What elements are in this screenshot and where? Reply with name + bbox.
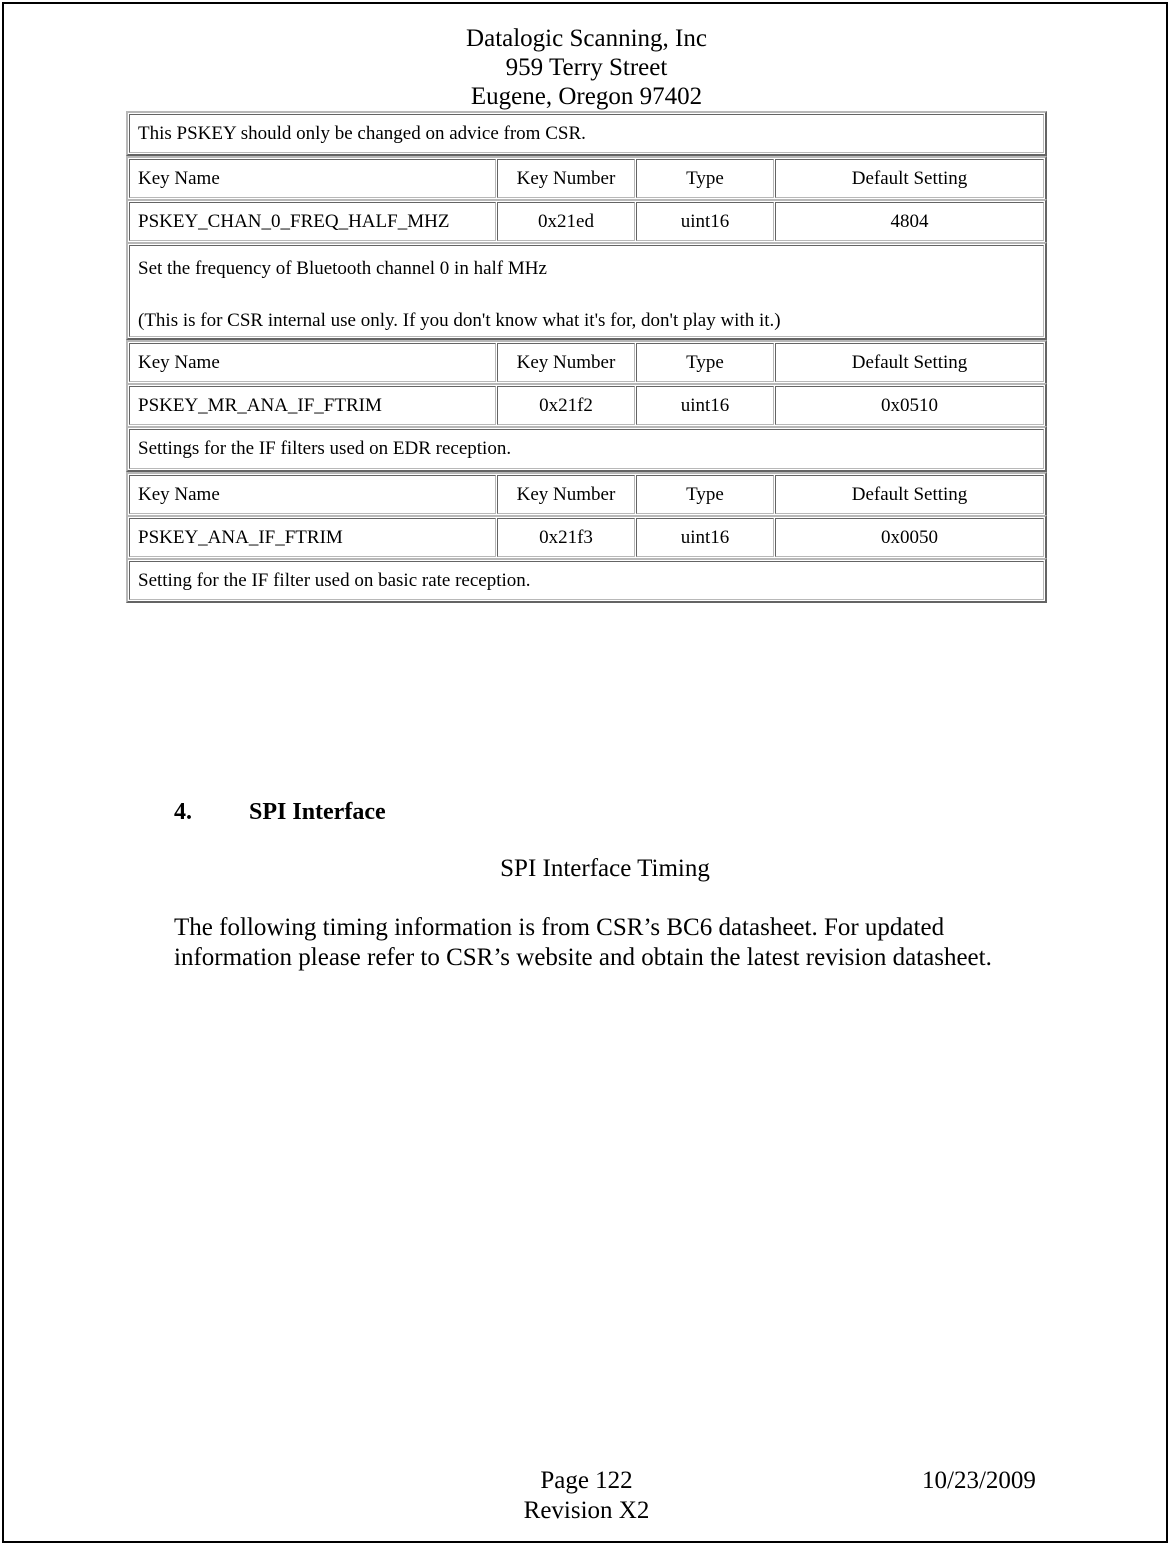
col-type: Type — [636, 475, 774, 514]
pskey-number: 0x21f3 — [497, 518, 635, 557]
section-number: 4. — [174, 799, 192, 825]
col-key-name: Key Name — [129, 159, 496, 198]
pskey-type: uint16 — [636, 202, 774, 241]
pskey-description-row — [126, 558, 1047, 603]
pskey-description-note: (This is for CSR internal use only. If you don't know what it's for, don't play with it.) — [138, 310, 781, 331]
pskey-description-row — [126, 426, 1047, 472]
pskey-type: uint16 — [636, 518, 774, 557]
col-default-setting: Default Setting — [775, 343, 1044, 382]
pskey-value-row — [126, 199, 1047, 244]
pskey-default: 4804 — [775, 202, 1044, 241]
advice-note: This PSKEY should only be changed on advice from CSR. — [129, 114, 1044, 153]
footer-date: 10/23/2009 — [922, 1467, 1036, 1494]
pskey-number: 0x21ed — [497, 202, 635, 241]
revision: Revision X2 — [523, 1497, 650, 1524]
section-paragraph: The following timing information is from CSR’s BC6 datasheet. For updated information please refer to CSR’s website and obtain the latest revision datasheet. — [174, 914, 992, 971]
section-heading — [174, 799, 386, 826]
col-default-setting: Default Setting — [775, 475, 1044, 514]
pskey-name: PSKEY_MR_ANA_IF_FTRIM — [129, 386, 496, 425]
pskey-type: uint16 — [636, 386, 774, 425]
col-key-name: Key Name — [129, 475, 496, 514]
pskey-header-row — [126, 472, 1047, 517]
pskey-name: PSKEY_CHAN_0_FREQ_HALF_MHZ — [129, 202, 496, 241]
pskey-name: PSKEY_ANA_IF_FTRIM — [129, 518, 496, 557]
company-street: 959 Terry Street — [505, 54, 668, 81]
page-header — [0, 24, 1173, 111]
pskey-default: 0x0510 — [775, 386, 1044, 425]
pskey-description — [129, 245, 1044, 337]
col-key-number: Key Number — [497, 343, 635, 382]
company-name: Datalogic Scanning, Inc — [466, 25, 707, 52]
pskey-header-row — [126, 156, 1047, 201]
company-city: Eugene, Oregon 97402 — [470, 83, 703, 110]
pskey-description-text: Set the frequency of Bluetooth channel 0 in half MHz — [138, 258, 547, 279]
pskey-default: 0x0050 — [775, 518, 1044, 557]
pskey-value-row — [126, 515, 1047, 560]
page-number: Page 122 — [540, 1467, 633, 1494]
pskey-description-row — [126, 242, 1047, 340]
pskey-header-row — [126, 340, 1047, 385]
section-title: SPI Interface — [249, 799, 386, 825]
col-key-number: Key Number — [497, 159, 635, 198]
pskey-description: Settings for the IF filters used on EDR reception. — [129, 429, 1044, 469]
pskey-description: Setting for the IF filter used on basic rate reception. — [129, 561, 1044, 600]
section-subtitle: SPI Interface Timing — [500, 855, 710, 882]
col-key-name: Key Name — [129, 343, 496, 382]
advice-note-table — [126, 111, 1047, 156]
pskey-number: 0x21f2 — [497, 386, 635, 425]
col-type: Type — [636, 343, 774, 382]
col-type: Type — [636, 159, 774, 198]
col-key-number: Key Number — [497, 475, 635, 514]
pskey-value-row — [126, 383, 1047, 428]
col-default-setting: Default Setting — [775, 159, 1044, 198]
